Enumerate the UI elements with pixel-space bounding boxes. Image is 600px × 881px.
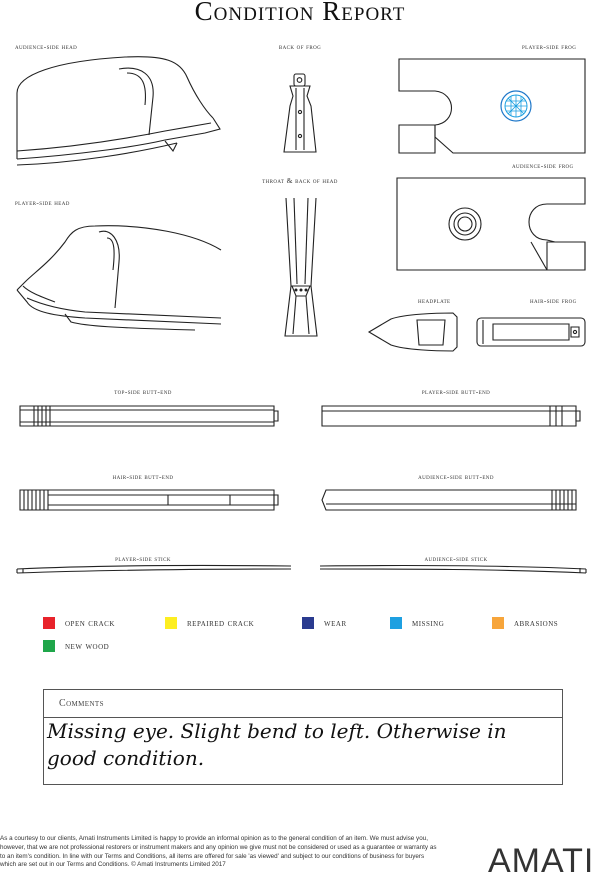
legend-item-wear	[302, 617, 347, 629]
audience-side-butt-end-drawing	[320, 488, 582, 512]
new-wood-swatch	[43, 640, 55, 652]
open-crack-swatch	[43, 617, 55, 629]
label-player-side-frog: player-side frog	[522, 42, 577, 51]
label-player-side-stick: player-side stick	[115, 554, 171, 563]
comment-line-2: good condition.	[47, 746, 205, 770]
legend-item-open-crack	[43, 617, 115, 629]
comments-box[interactable]	[43, 689, 563, 785]
handwritten-comment	[47, 718, 563, 772]
comments-header	[44, 690, 562, 718]
legend-label: abrasions	[514, 617, 559, 629]
label-audience-side-butt-end: audience-side butt-end	[418, 472, 494, 481]
legend-label: new wood	[65, 640, 110, 652]
disclaimer-text: As a courtesy to our clients, Amati Instruments Limited is happy to provide an informal opinion as to the general condition of an item. We must advise you, however, that we are not professional restorers or instrument makers and any opinion we give must not be considered or used as a guarantee or warranty as to an item's condition. In line with our Terms and Conditions, all items are offered for sale 'as viewed' and subject to our conditions of business for buyers which are set out in our Terms and Conditions. © Amati Instruments Limited 2017	[0, 835, 437, 869]
top-side-butt-end-drawing	[18, 404, 280, 428]
player-side-butt-end-drawing	[320, 404, 582, 428]
page-title: Condition Report	[194, 0, 406, 26]
legend-item-repaired-crack	[165, 617, 254, 629]
legend	[43, 617, 583, 665]
missing-swatch	[390, 617, 402, 629]
headplate-drawing	[367, 311, 459, 353]
legend-item-missing	[390, 617, 444, 629]
comments-title: Comments	[59, 698, 104, 709]
audience-side-head-drawing	[15, 55, 225, 170]
label-hair-side-frog: hair-side frog	[530, 296, 577, 305]
legend-item-abrasions	[492, 617, 558, 629]
hair-side-butt-end-drawing	[18, 488, 280, 512]
repaired-crack-swatch	[165, 617, 177, 629]
legend-item-new-wood	[43, 640, 109, 652]
label-player-side-head: player-side head	[15, 198, 70, 207]
audience-side-frog-drawing	[395, 176, 587, 272]
label-player-side-butt-end: player-side butt-end	[421, 387, 491, 396]
label-headplate: headplate	[418, 296, 451, 305]
label-audience-side-head: audience-side head	[15, 42, 78, 51]
player-side-head-drawing	[15, 222, 225, 337]
label-back-of-frog: back of frog	[278, 42, 322, 51]
missing-eye-mark	[501, 91, 531, 121]
wear-swatch	[302, 617, 314, 629]
legend-label: open crack	[65, 617, 115, 629]
audience-side-stick-drawing	[318, 564, 588, 576]
hair-side-frog-drawing	[475, 316, 587, 348]
label-throat-back-of-head: throat & back of head	[262, 176, 338, 185]
throat-back-of-head-drawing	[282, 196, 320, 340]
abrasions-swatch	[492, 617, 504, 629]
legend-label: missing	[412, 617, 445, 629]
legend-label: repaired crack	[187, 617, 255, 629]
label-audience-side-stick: audience-side stick	[424, 554, 488, 563]
player-side-stick-drawing	[15, 564, 293, 576]
label-top-side-butt-end: top-side butt-end	[114, 387, 172, 396]
player-side-frog-drawing	[397, 57, 587, 155]
brand-logo: AMATI	[488, 842, 595, 880]
comment-line-1: Missing eye. Slight bend to left. Otherwise in	[47, 719, 507, 743]
label-audience-side-frog: audience-side frog	[512, 161, 574, 170]
legend-label: wear	[324, 617, 347, 629]
back-of-frog-drawing	[280, 72, 320, 156]
label-hair-side-butt-end: hair-side butt-end	[112, 472, 174, 481]
